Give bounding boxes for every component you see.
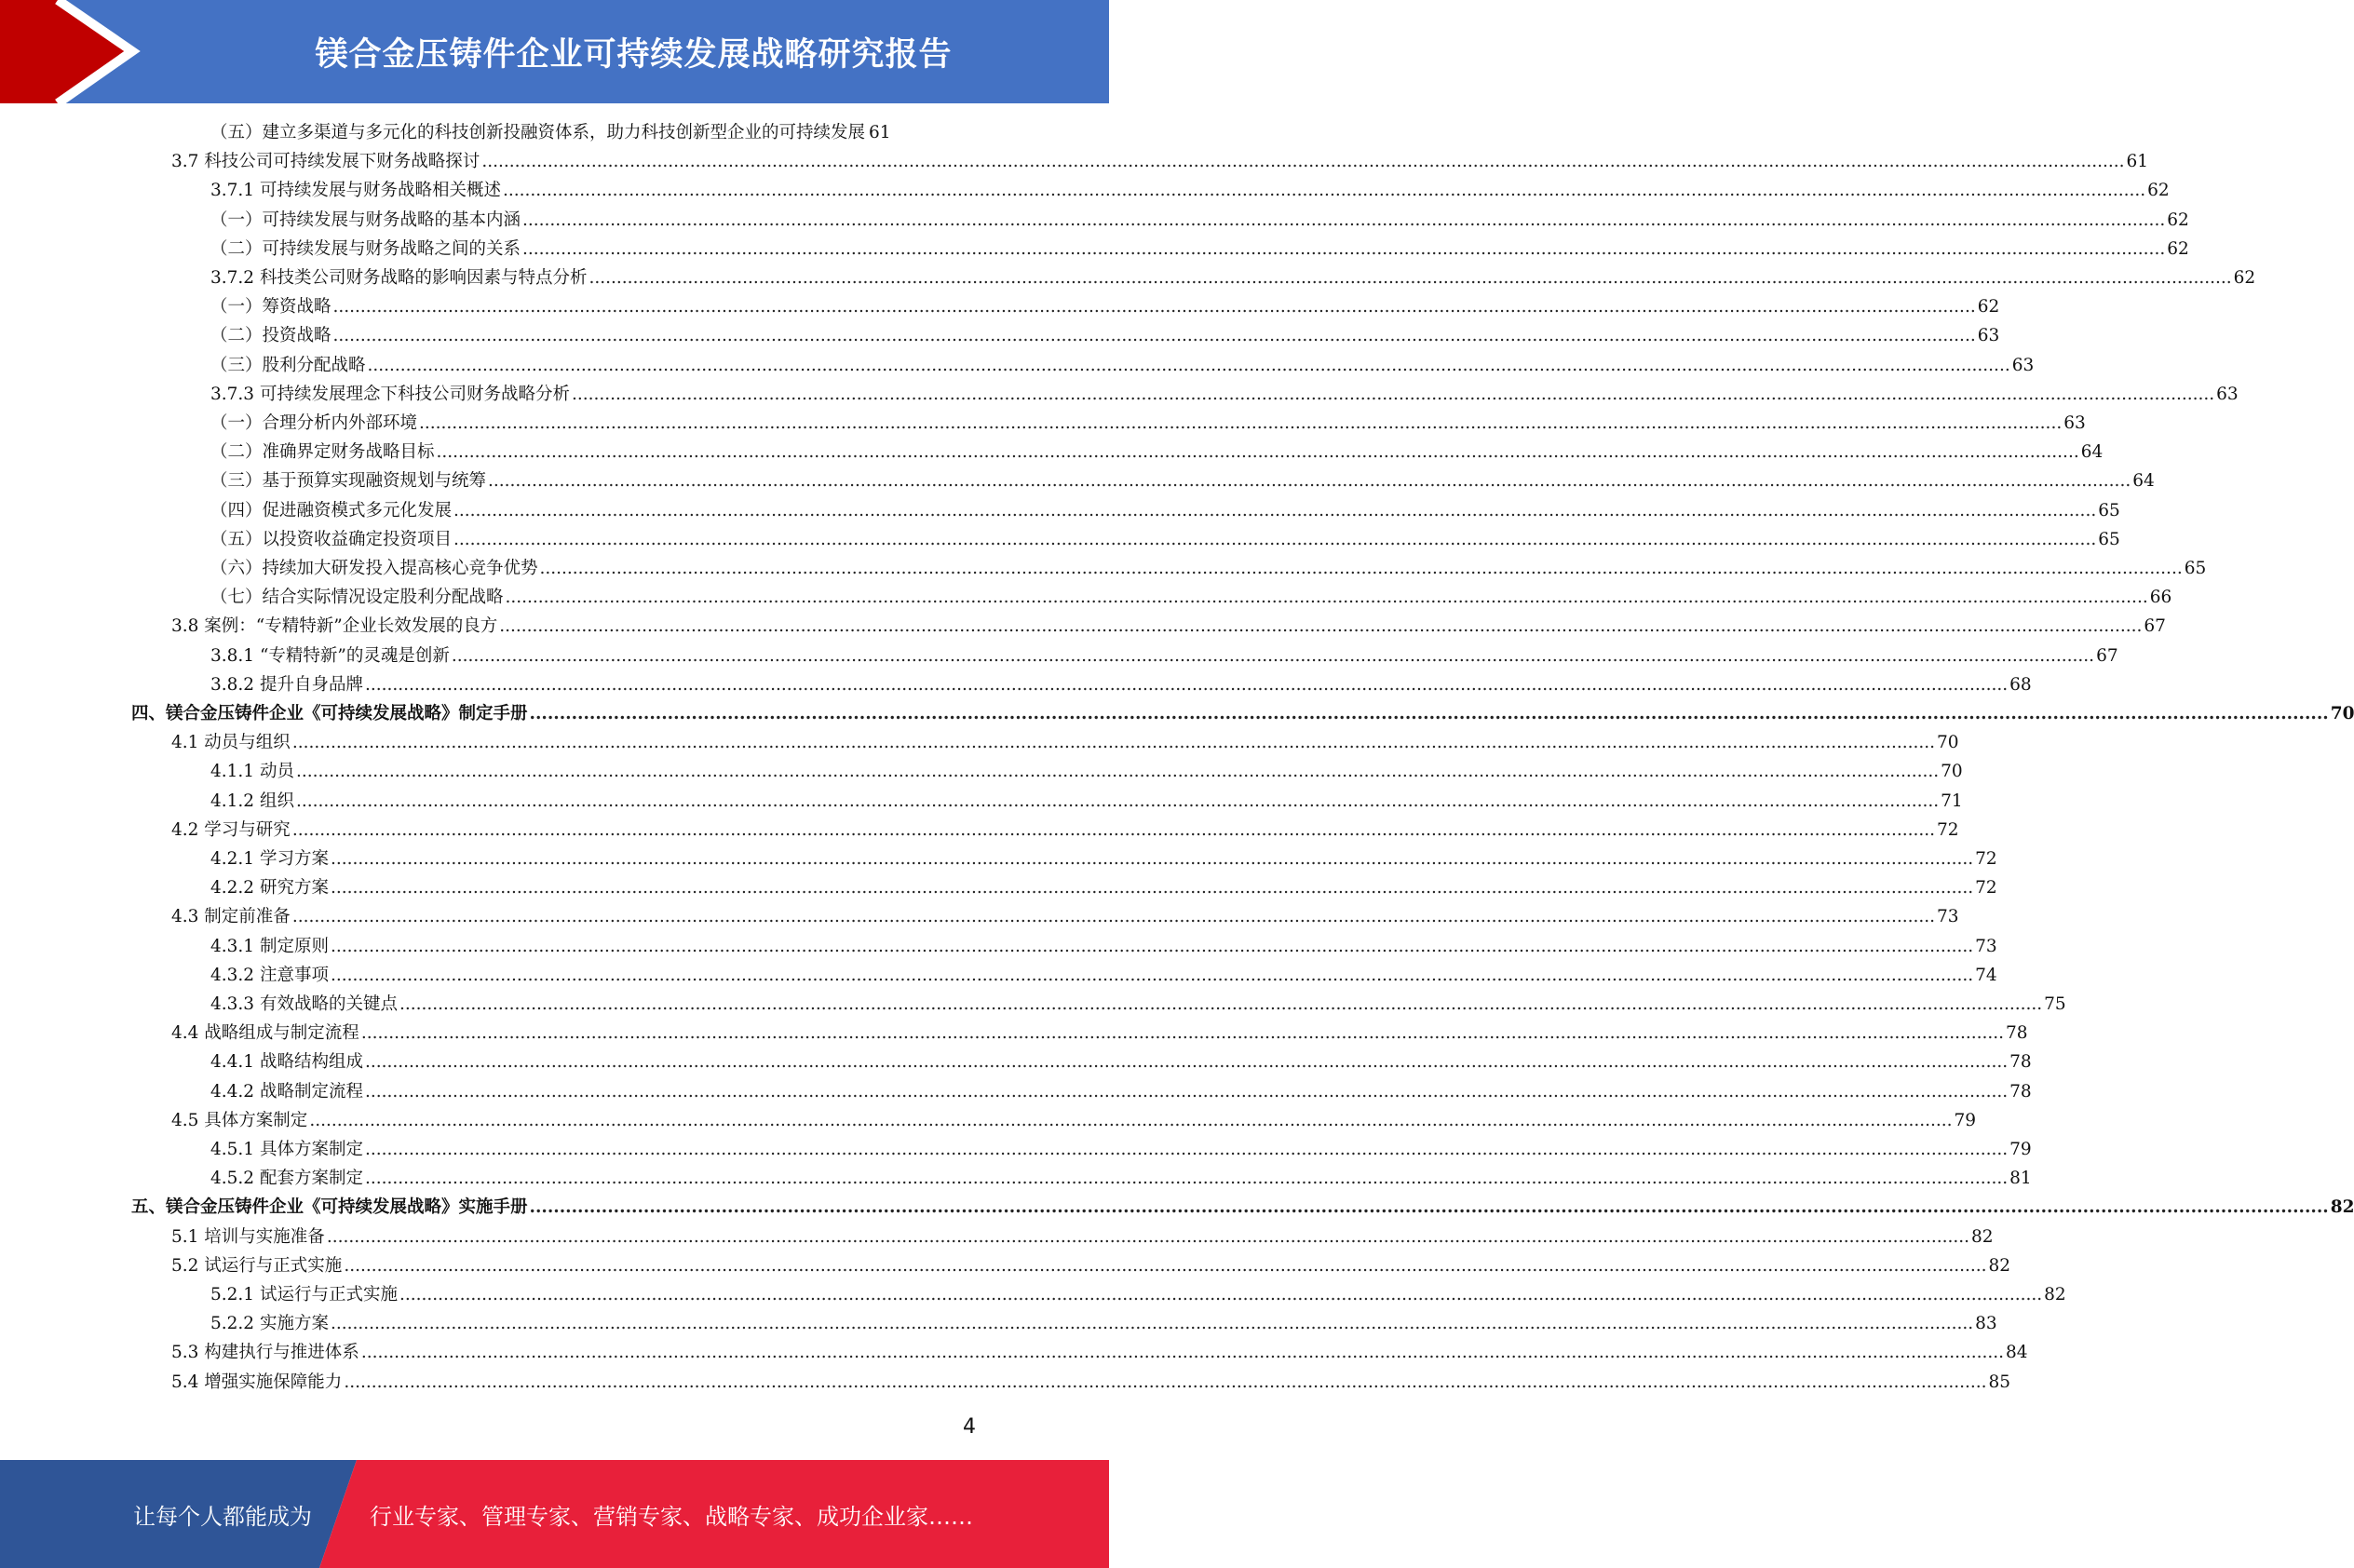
- toc-dot-leader: ............................................................................................................................................................................................................................................................................................................: [344, 1255, 1987, 1276]
- toc-dot-leader: ............................................................................................................................................................................................................................................................................................................: [295, 762, 1940, 782]
- footer-slogan-left: 让每个人都能成为: [133, 1503, 312, 1530]
- toc-dot-leader: ............................................................................................................................................................................................................................................................................................................: [291, 819, 1935, 840]
- toc-entry-page: 67: [2144, 616, 2166, 637]
- toc-dot-leader: ............................................................................................................................................................................................................................................................................................................: [522, 210, 2166, 230]
- toc-dot-leader: ............................................................................................................................................................................................................................................................................................................: [309, 1110, 1953, 1130]
- toc-entry[interactable]: [210, 1280, 2066, 1309]
- toc-entry-title: 4.3.2 注意事项: [210, 965, 329, 985]
- toc-entry[interactable]: [171, 1223, 1994, 1251]
- toc-entry-page: 62: [2233, 268, 2256, 288]
- toc-entry-title: 3.7.1 可持续发展与财务战略相关概述: [210, 181, 501, 201]
- toc-entry[interactable]: [210, 873, 1997, 902]
- toc-entry-title: 3.7.2 科技类公司财务战略的影响因素与特点分析: [210, 268, 588, 288]
- toc-entry[interactable]: [210, 670, 2032, 699]
- toc-entry-page: 73: [1975, 936, 1997, 956]
- toc-dot-leader: ............................................................................................................................................................................................................................................................................................................: [326, 1226, 1969, 1247]
- toc-entry[interactable]: [210, 235, 2189, 264]
- toc-entry-page: 85: [1988, 1372, 2011, 1392]
- toc-dot-leader: ............................................................................................................................................................................................................................................................................................................: [529, 704, 2329, 723]
- toc-entry-title: （一）筹资战略: [210, 297, 331, 318]
- toc-dot-leader: ............................................................................................................................................................................................................................................................................................................: [364, 1140, 2009, 1159]
- toc-entry-title: 4.3.1 制定原则: [210, 936, 329, 956]
- toc-entry[interactable]: [210, 409, 2086, 438]
- header-band: [0, 0, 1109, 103]
- toc-entry-page: 61: [869, 123, 891, 142]
- toc-dot-leader: ............................................................................................................................................................................................................................................................................................................: [502, 181, 2146, 201]
- toc-dot-leader: ............................................................................................................................................................................................................................................................................................................: [364, 674, 2009, 695]
- toc-entry-page: 70: [2330, 704, 2354, 723]
- toc-entry-page: 63: [2063, 413, 2086, 433]
- toc-entry-page: 82: [1971, 1226, 1994, 1247]
- toc-entry[interactable]: [210, 496, 2120, 525]
- toc-dot-leader: ............................................................................................................................................................................................................................................................................................................: [419, 413, 2063, 433]
- toc-entry-page: 67: [2096, 645, 2118, 666]
- toc-entry-title: 4.3 制定前准备: [171, 907, 291, 927]
- toc-entry-title: （四）促进融资模式多元化发展: [210, 500, 453, 520]
- toc-entry[interactable]: [171, 147, 2149, 176]
- toc-entry-title: 3.7 科技公司可持续发展下财务战略探讨: [171, 152, 480, 172]
- toc-entry-page: 65: [2098, 500, 2120, 520]
- toc-entry[interactable]: [171, 1106, 1977, 1135]
- toc-entry-title: 4.1.2 组织: [210, 791, 294, 811]
- toc-dot-leader: ............................................................................................................................................................................................................................................................................................................: [364, 1052, 2009, 1073]
- toc-entry-title: 5.2.1 试运行与正式实施: [210, 1285, 398, 1304]
- toc-dot-leader: ............................................................................................................................................................................................................................................................................................................: [453, 529, 2097, 549]
- toc-entry-page: 65: [2098, 529, 2120, 549]
- toc-entry-title: （三）股利分配战略: [210, 355, 366, 375]
- toc-dot-leader: ............................................................................................................................................................................................................................................................................................................: [588, 268, 2232, 288]
- toc-entry[interactable]: [210, 264, 2256, 292]
- toc-entry-title: 3.8.1 “专精特新”的灵魂是创新: [210, 645, 450, 666]
- toc-entry-page: 84: [2006, 1343, 2028, 1363]
- toc-entry-page: 82: [2330, 1197, 2354, 1218]
- toc-entry[interactable]: [210, 990, 2066, 1019]
- toc-entry-title: 5.4 增强实施保障能力: [171, 1372, 343, 1392]
- toc-entry-title: （二）可持续发展与财务战略之间的关系: [210, 238, 521, 259]
- toc-entry-title: 3.8.2 提升自身品牌: [210, 674, 363, 695]
- toc-entry-title: 五、镁合金压铸件企业《可持续发展战略》实施手册: [131, 1197, 528, 1218]
- footer-band: [0, 1460, 1109, 1568]
- toc-dot-leader: ............................................................................................................................................................................................................................................................................................................: [360, 1023, 2004, 1044]
- toc-entry-page: 66: [2149, 588, 2172, 608]
- toc-dot-leader: ............................................................................................................................................................................................................................................................................................................: [291, 733, 1935, 753]
- toc-entry-title: 5.3 构建执行与推进体系: [171, 1343, 359, 1363]
- toc-entry[interactable]: [171, 728, 1959, 757]
- toc-entry-page: 72: [1937, 819, 1959, 840]
- toc-dot-leader: ............................................................................................................................................................................................................................................................................................................: [539, 559, 2183, 578]
- toc-entry-page: 64: [2132, 471, 2155, 492]
- toc-entry[interactable]: [210, 206, 2189, 235]
- toc-dot-leader: ............................................................................................................................................................................................................................................................................................................: [291, 907, 1935, 927]
- toc-entry-title: 4.2.2 研究方案: [210, 878, 329, 899]
- toc-entry[interactable]: [210, 525, 2120, 554]
- toc-entry-title: （七）结合实际情况设定股利分配战略: [210, 588, 504, 608]
- toc-entry-page: 70: [1941, 762, 1963, 782]
- toc-entry-page: 62: [1977, 297, 2000, 318]
- toc-entry[interactable]: [171, 1019, 2028, 1048]
- toc-entry-title: 4.1.1 动员: [210, 762, 294, 782]
- toc-entry[interactable]: [210, 642, 2118, 670]
- toc-dot-leader: ............................................................................................................................................................................................................................................................................................................: [330, 965, 1974, 985]
- toc-entry[interactable]: [171, 816, 1959, 845]
- toc-entry-page: 68: [2009, 674, 2032, 695]
- toc-entry-page: 78: [2009, 1052, 2032, 1073]
- toc-entry-page: 65: [2184, 559, 2207, 578]
- toc-entry-page: 63: [2216, 384, 2239, 404]
- toc-entry-title: 4.3.3 有效战略的关键点: [210, 994, 398, 1014]
- toc-entry[interactable]: [171, 1251, 2011, 1280]
- toc-entry[interactable]: [210, 176, 2170, 205]
- toc-entry-title: 5.2 试运行与正式实施: [171, 1255, 343, 1276]
- toc-dot-leader: ............................................................................................................................................................................................................................................................................................................: [505, 588, 2148, 608]
- toc-entry-page: 82: [2044, 1285, 2066, 1304]
- toc-entry-page: 73: [1937, 907, 1959, 927]
- toc-entry[interactable]: [171, 902, 1959, 931]
- toc-entry[interactable]: [210, 351, 2035, 380]
- toc-entry[interactable]: [210, 380, 2239, 409]
- toc-entry-title: 3.7.3 可持续发展理念下科技公司财务战略分析: [210, 384, 570, 404]
- toc-entry-page: 62: [2167, 238, 2189, 259]
- toc-entry[interactable]: [171, 1338, 2028, 1367]
- toc-dot-leader: ............................................................................................................................................................................................................................................................................................................: [344, 1372, 1987, 1392]
- toc-entry-title: 5.1 培训与实施准备: [171, 1226, 325, 1247]
- toc-dot-leader: ............................................................................................................................................................................................................................................................................................................: [453, 500, 2097, 520]
- toc-dot-leader: ............................................................................................................................................................................................................................................................................................................: [399, 1285, 2043, 1304]
- toc-entry[interactable]: [210, 1048, 2032, 1076]
- toc-entry-page: 81: [2009, 1169, 2032, 1189]
- toc-entry[interactable]: [210, 118, 976, 147]
- toc-entry-title: 4.2.1 学习方案: [210, 849, 329, 869]
- toc-entry-page: 74: [1975, 965, 1997, 985]
- toc-entry-page: 79: [1954, 1110, 1977, 1130]
- toc-dot-leader: ............................................................................................................................................................................................................................................................................................................: [571, 384, 2215, 404]
- toc-entry-title: 4.5 具体方案制定: [171, 1110, 308, 1130]
- toc-entry[interactable]: [210, 554, 2207, 583]
- toc-dot-leader: ............................................................................................................................................................................................................................................................................................................: [367, 355, 2010, 375]
- toc-entry-title: 4.5.2 配套方案制定: [210, 1169, 363, 1189]
- toc-dot-leader: ............................................................................................................................................................................................................................................................................................................: [488, 471, 2131, 492]
- toc-entry[interactable]: [210, 961, 1997, 990]
- toc-entry-title: （一）可持续发展与财务战略的基本内涵: [210, 210, 521, 230]
- document-title: 镁合金压铸件企业可持续发展战略研究报告: [315, 35, 953, 74]
- toc-entry-title: （二）准确界定财务战略目标: [210, 442, 435, 463]
- toc-entry-title: （一）合理分析内外部环境: [210, 413, 418, 433]
- toc-entry-page: 61: [2126, 152, 2149, 172]
- toc-dot-leader: ............................................................................................................................................................................................................................................................................................................: [330, 849, 1974, 869]
- toc-entry-title: （五）建立多渠道与多元化的科技创新投融资体系，助力科技创新型企业的可持续发展: [210, 123, 866, 142]
- toc-dot-leader: ............................................................................................................................................................................................................................................................................................................: [364, 1169, 2009, 1189]
- toc-entry[interactable]: [210, 321, 2000, 350]
- toc-entry-title: 4.4.2 战略制定流程: [210, 1081, 363, 1102]
- toc-dot-leader: ............................................................................................................................................................................................................................................................................................................: [399, 994, 2043, 1014]
- toc-entry-page: 70: [1937, 733, 1959, 753]
- toc-entry-title: 4.4 战略组成与制定流程: [171, 1023, 359, 1044]
- toc-entry-title: 4.4.1 战略结构组成: [210, 1052, 363, 1073]
- toc-dot-leader: ............................................................................................................................................................................................................................................................................................................: [332, 326, 1976, 346]
- toc-entry[interactable]: [171, 612, 2166, 641]
- toc-entry-title: 4.5.1 具体方案制定: [210, 1140, 363, 1159]
- toc-entry-title: 4.2 学习与研究: [171, 819, 291, 840]
- toc-entry-title: （六）持续加大研发投入提高核心竞争优势: [210, 559, 538, 578]
- toc-entry-title: 4.1 动员与组织: [171, 733, 291, 753]
- toc-entry-page: 82: [1988, 1255, 2011, 1276]
- toc-entry-title: 5.2.2 实施方案: [210, 1314, 329, 1334]
- toc-entry-page: 62: [2167, 210, 2189, 230]
- toc-entry[interactable]: [210, 292, 2000, 321]
- toc-entry-page: 75: [2044, 994, 2066, 1014]
- toc-entry-page: 72: [1975, 849, 1997, 869]
- toc-dot-leader: ............................................................................................................................................................................................................................................................................................................: [481, 152, 2125, 172]
- footer-slogan-right: 行业专家、管理专家、营销专家、战略专家、成功企业家……: [370, 1503, 973, 1530]
- toc-entry[interactable]: [210, 1077, 2032, 1106]
- toc-entry[interactable]: [210, 787, 1963, 816]
- toc-dot-leader: ............................................................................................................................................................................................................................................................................................................: [529, 1197, 2329, 1218]
- toc-entry-page: 72: [1975, 878, 1997, 899]
- toc-entry-page: 63: [2011, 355, 2035, 375]
- toc-dot-leader: ............................................................................................................................................................................................................................................................................................................: [330, 936, 1974, 956]
- toc-entry-page: 62: [2147, 181, 2170, 201]
- toc-entry[interactable]: [131, 1193, 2354, 1222]
- toc-entry-page: 63: [1977, 326, 2000, 346]
- header-arrow-icon: [0, 0, 149, 103]
- toc-dot-leader: ............................................................................................................................................................................................................................................................................................................: [330, 1314, 1974, 1334]
- toc-entry-title: （三）基于预算实现融资规划与统筹: [210, 471, 487, 492]
- toc-entry[interactable]: [210, 1164, 2032, 1193]
- toc-entry[interactable]: [210, 438, 2104, 466]
- page-number: 4: [963, 1415, 976, 1439]
- toc-entry-page: 83: [1975, 1314, 1997, 1334]
- toc-dot-leader: ............................................................................................................................................................................................................................................................................................................: [451, 645, 2095, 666]
- toc-entry-page: 78: [2009, 1081, 2032, 1102]
- toc-entry[interactable]: [210, 583, 2172, 612]
- toc-entry[interactable]: [210, 845, 1997, 873]
- toc-dot-leader: ............................................................................................................................................................................................................................................................................................................: [332, 297, 1976, 318]
- toc-dot-leader: ............................................................................................................................................................................................................................................................................................................: [522, 238, 2166, 259]
- toc-entry[interactable]: [210, 466, 2155, 495]
- toc-entry-title: （二）投资战略: [210, 326, 331, 346]
- toc-dot-leader: ............................................................................................................................................................................................................................................................................................................: [295, 791, 1940, 811]
- toc-entry-page: 78: [2006, 1023, 2028, 1044]
- toc-entry-title: 四、镁合金压铸件企业《可持续发展战略》制定手册: [131, 704, 528, 723]
- toc-entry[interactable]: [171, 1368, 2011, 1397]
- toc-dot-leader: ............................................................................................................................................................................................................................................................................................................: [499, 616, 2143, 637]
- toc-dot-leader: ............................................................................................................................................................................................................................................................................................................: [330, 878, 1974, 899]
- toc-dot-leader: ............................................................................................................................................................................................................................................................................................................: [436, 442, 2079, 463]
- toc-entry-title: （五）以投资收益确定投资项目: [210, 529, 453, 549]
- toc-entry[interactable]: [210, 1135, 2032, 1164]
- toc-entry-title: 3.8 案例：“专精特新”企业长效发展的良方: [171, 616, 498, 637]
- toc-entry-page: 79: [2009, 1140, 2032, 1159]
- toc-entry-page: 64: [2080, 442, 2104, 463]
- toc-entry[interactable]: [210, 932, 1997, 961]
- toc-entry[interactable]: [210, 1309, 1997, 1338]
- toc-entry-page: 71: [1941, 791, 1963, 811]
- toc-dot-leader: ............................................................................................................................................................................................................................................................................................................: [364, 1081, 2009, 1102]
- toc-dot-leader: ............................................................................................................................................................................................................................................................................................................: [360, 1343, 2004, 1363]
- toc-entry[interactable]: [131, 699, 2354, 728]
- toc-entry[interactable]: [210, 757, 1963, 786]
